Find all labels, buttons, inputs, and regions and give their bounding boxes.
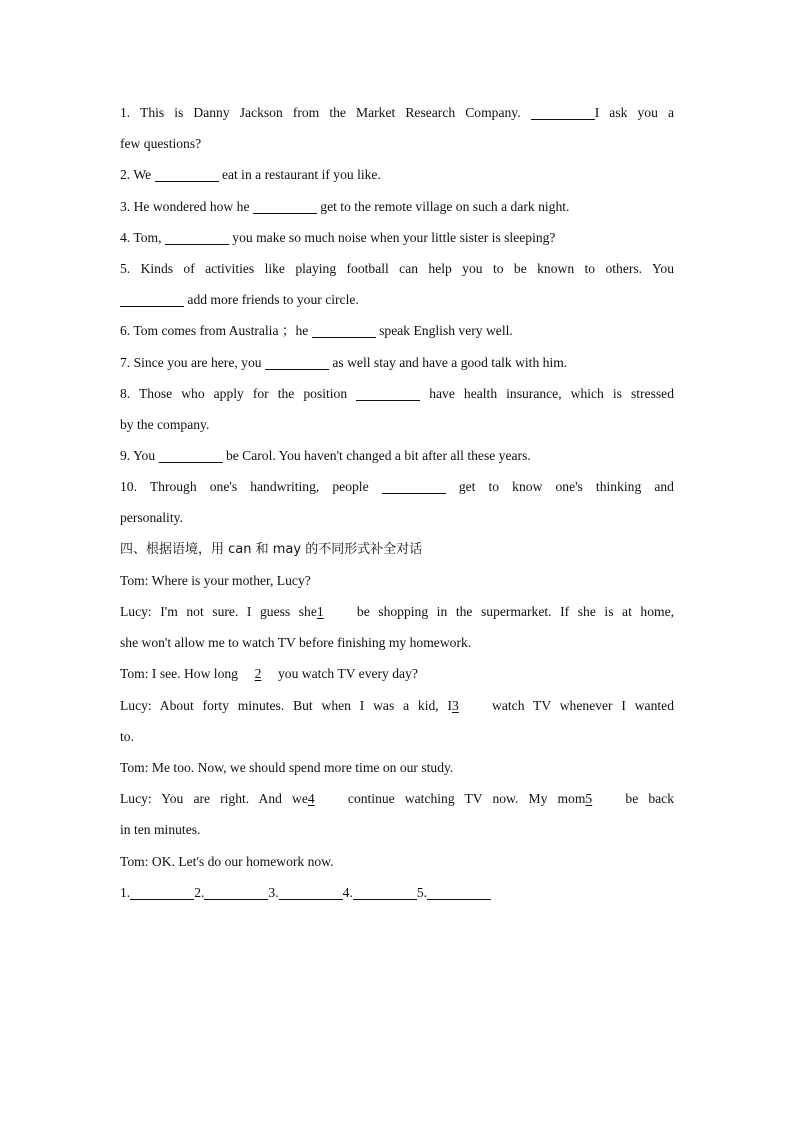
question-8-text-c: by the company. — [120, 416, 210, 432]
question-3-text-b: get to the remote village on such a dark night. — [320, 198, 570, 214]
dialogue-line-3 — [120, 658, 674, 689]
question-5-cont — [120, 284, 674, 315]
question-4-text-b: you make so much noise when your little sister is sleeping? — [232, 229, 556, 245]
dialogue-line-4-text-a: Lucy: About forty minutes. But when I was a kid, I — [120, 697, 453, 713]
question-4 — [120, 222, 674, 253]
question-6-text-a: 6. Tom comes from Australia ；he — [120, 323, 309, 339]
answer-blank[interactable] — [165, 229, 229, 245]
section-4-heading: 四、根据语境，用 can 和 may 的不同形式补全对话 — [120, 541, 423, 557]
numbered-blank-2[interactable]: 2 — [254, 666, 262, 682]
question-1-text-a: 1. This is Danny Jackson from the Market Research Company. — [120, 105, 521, 120]
question-1-text-b: I ask you a — [594, 105, 674, 120]
dialogue-line-4 — [120, 690, 674, 721]
answer-blank-2[interactable] — [204, 884, 268, 900]
dialogue-line-6-text-b: continue watching TV now. My mom — [347, 791, 586, 807]
question-1 — [120, 97, 674, 128]
question-9-text-b: be Carol. You haven't changed a bit after all these years. — [225, 448, 531, 464]
question-7-text-a: 7. Since you are here, you — [120, 354, 262, 370]
answer-blank[interactable] — [155, 166, 219, 182]
question-10-text-c: personality. — [120, 510, 183, 526]
question-4-text-a: 4. Tom, — [120, 229, 162, 245]
answer-blank[interactable] — [382, 478, 446, 494]
question-1-text-c: few questions? — [120, 136, 202, 152]
question-9 — [120, 440, 674, 471]
dialogue-line-2-cont — [120, 627, 674, 658]
question-5 — [120, 253, 674, 284]
worksheet-page — [120, 97, 674, 908]
dialogue-line-6 — [120, 783, 674, 814]
answer-blank[interactable] — [531, 104, 595, 120]
question-6 — [120, 315, 674, 346]
question-5-text-b: add more friends to your circle. — [187, 292, 359, 308]
answer-blank[interactable] — [120, 291, 184, 307]
numbered-blank-1[interactable]: 1 — [316, 604, 324, 619]
dialogue-line-5 — [120, 752, 674, 783]
dialogue-line-2-text-a: Lucy: I'm not sure. I guess she — [120, 604, 317, 619]
question-10-cont — [120, 502, 674, 533]
answer-blank[interactable] — [265, 354, 329, 370]
question-10 — [120, 471, 674, 502]
dialogue-line-5-text: Tom: Me too. Now, we should spend more time on our study. — [120, 759, 454, 775]
answer-blank-3[interactable] — [279, 884, 343, 900]
question-2-text-b: eat in a restaurant if you like. — [221, 167, 381, 183]
dialogue-line-4-text-b: watch TV whenever I wanted — [492, 697, 674, 713]
answer-blank-4[interactable] — [353, 884, 417, 900]
question-7 — [120, 347, 674, 378]
answer-label-3: 3. — [268, 884, 279, 900]
numbered-blank-5[interactable]: 5 — [585, 791, 593, 807]
dialogue-line-1 — [120, 565, 674, 596]
answer-blank-1[interactable] — [130, 884, 194, 900]
dialogue-line-2-text-c: she won't allow me to watch TV before finishing my homework. — [120, 635, 472, 651]
question-10-text-a: 10. Through one's handwriting, people — [120, 479, 369, 495]
dialogue-line-7-text: Tom: OK. Let's do our homework now. — [120, 853, 334, 869]
question-9-text-a: 9. You — [120, 448, 156, 464]
answer-blank-5[interactable] — [427, 884, 491, 900]
dialogue-line-6-text-a: Lucy: You are right. And we — [120, 791, 308, 807]
dialogue-line-2 — [120, 596, 674, 627]
question-2 — [120, 159, 674, 190]
answer-label-2: 2. — [194, 884, 205, 900]
answer-label-1: 1. — [120, 884, 131, 900]
answer-blank[interactable] — [159, 447, 223, 463]
dialogue-line-3-text-b: you watch TV every day? — [277, 666, 418, 682]
dialogue-line-4-text-c: to. — [120, 728, 134, 744]
question-1-cont — [120, 128, 674, 159]
question-8-text-b: have health insurance, which is stressed — [429, 385, 674, 401]
dialogue-line-6-text-d: in ten minutes. — [120, 822, 201, 838]
answer-blank[interactable] — [312, 322, 376, 338]
answer-row — [120, 877, 674, 908]
dialogue-line-1-text: Tom: Where is your mother, Lucy? — [120, 572, 311, 588]
question-8-cont — [120, 409, 674, 440]
dialogue-line-6-text-c: be back — [625, 791, 674, 807]
numbered-blank-4[interactable]: 4 — [307, 791, 315, 807]
numbered-blank-3[interactable]: 3 — [452, 697, 459, 713]
question-10-text-b: get to know one's thinking and — [458, 479, 674, 495]
answer-blank[interactable] — [356, 385, 420, 401]
question-3-text-a: 3. He wondered how he — [120, 198, 250, 214]
answer-label-5: 5. — [416, 884, 428, 900]
question-5-text-a: 5. Kinds of activities like playing football can help you to be known to others. You — [120, 260, 674, 276]
dialogue-line-2-text-b: be shopping in the supermarket. If she is at home, — [356, 604, 675, 619]
question-2-text-a: 2. We — [120, 167, 152, 183]
dialogue-line-7 — [120, 846, 674, 877]
dialogue-line-4-cont — [120, 721, 674, 752]
answer-label-4: 4. — [342, 884, 353, 900]
question-8 — [120, 378, 674, 409]
question-6-text-b: speak English very well. — [379, 323, 513, 339]
dialogue-line-3-text-a: Tom: I see. How long — [120, 666, 238, 682]
question-3 — [120, 191, 674, 222]
answer-blank[interactable] — [253, 198, 317, 214]
question-7-text-b: as well stay and have a good talk with him. — [332, 354, 568, 370]
question-8-text-a: 8. Those who apply for the position — [120, 385, 348, 401]
dialogue-line-6-cont — [120, 814, 674, 845]
